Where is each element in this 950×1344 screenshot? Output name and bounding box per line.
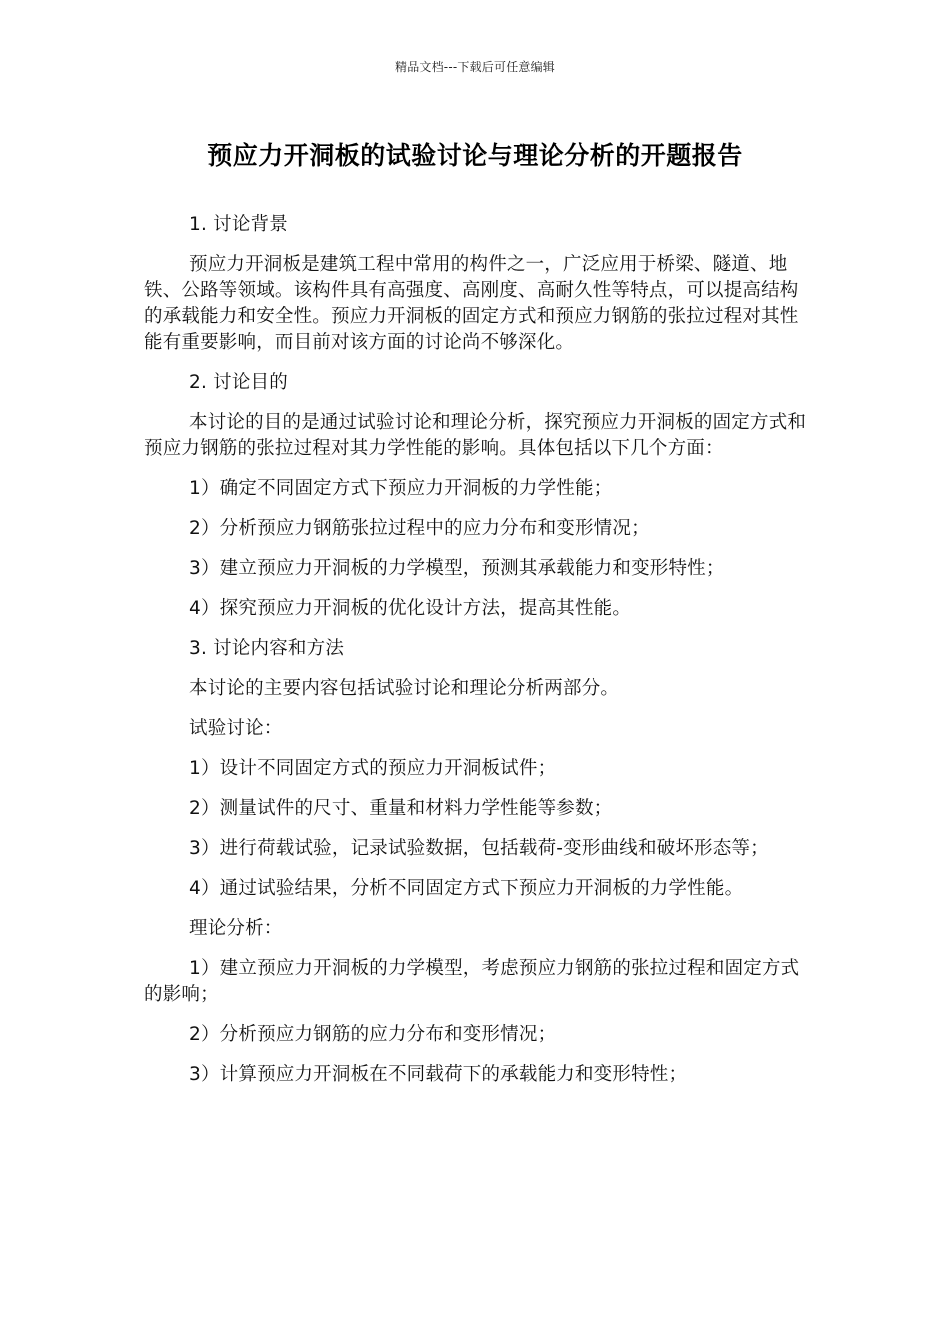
list-item-experiment-1: 1）设计不同固定方式的预应力开洞板试件； — [189, 758, 557, 779]
header-note: 精品文档---下载后可任意编辑 — [395, 60, 555, 74]
document-body — [144, 212, 808, 1102]
list-item-purpose-2: 2）分析预应力钢筋张拉过程中的应力分布和变形情况； — [189, 518, 650, 539]
subheading-theory: 理论分析： — [189, 918, 283, 939]
list-item-theory-3: 3）计算预应力开洞板在不同载荷下的承载能力和变形特性； — [189, 1064, 688, 1085]
list-item-purpose-4: 4）探究预应力开洞板的优化设计方法，提高其性能。 — [189, 598, 632, 619]
paragraph-background: 预应力开洞板是建筑工程中常用的构件之一，广泛应用于桥梁、隧道、地铁、公路等领域。该构件具有高强度、高刚度、高耐久性等特点，可以提高结构的承载能力和安全性。预应力开洞板的固定方式和预应力钢筋的张拉过程对其性能有重要影响，而目前对该方面的讨论尚不够深化。 — [144, 254, 799, 353]
section-heading-content-method: 3. 讨论内容和方法 — [189, 638, 345, 659]
section-heading-purpose: 2. 讨论目的 — [189, 372, 288, 393]
paragraph-content-summary: 本讨论的主要内容包括试验讨论和理论分析两部分。 — [189, 678, 620, 699]
list-item-theory-2: 2）分析预应力钢筋的应力分布和变形情况； — [189, 1024, 557, 1045]
paragraph-purpose: 本讨论的目的是通过试验讨论和理论分析，探究预应力开洞板的固定方式和预应力钢筋的张拉过程对其力学性能的影响。具体包括以下几个方面： — [144, 412, 807, 459]
document-title: 预应力开洞板的试验讨论与理论分析的开题报告 — [207, 141, 743, 170]
list-item-purpose-1: 1）确定不同固定方式下预应力开洞板的力学性能； — [189, 478, 613, 499]
list-item-theory-1: 1）建立预应力开洞板的力学模型，考虑预应力钢筋的张拉过程和固定方式的影响； — [144, 958, 800, 1005]
list-item-experiment-2: 2）测量试件的尺寸、重量和材料力学性能等参数； — [189, 798, 613, 819]
list-item-experiment-3: 3）进行荷载试验，记录试验数据，包括载荷-变形曲线和破坏形态等； — [189, 838, 769, 859]
list-item-purpose-3: 3）建立预应力开洞板的力学模型，预测其承载能力和变形特性； — [189, 558, 725, 579]
list-item-experiment-4: 4）通过试验结果，分析不同固定方式下预应力开洞板的力学性能。 — [189, 878, 744, 899]
section-heading-background: 1. 讨论背景 — [189, 214, 288, 235]
subheading-experiment: 试验讨论： — [189, 718, 283, 739]
